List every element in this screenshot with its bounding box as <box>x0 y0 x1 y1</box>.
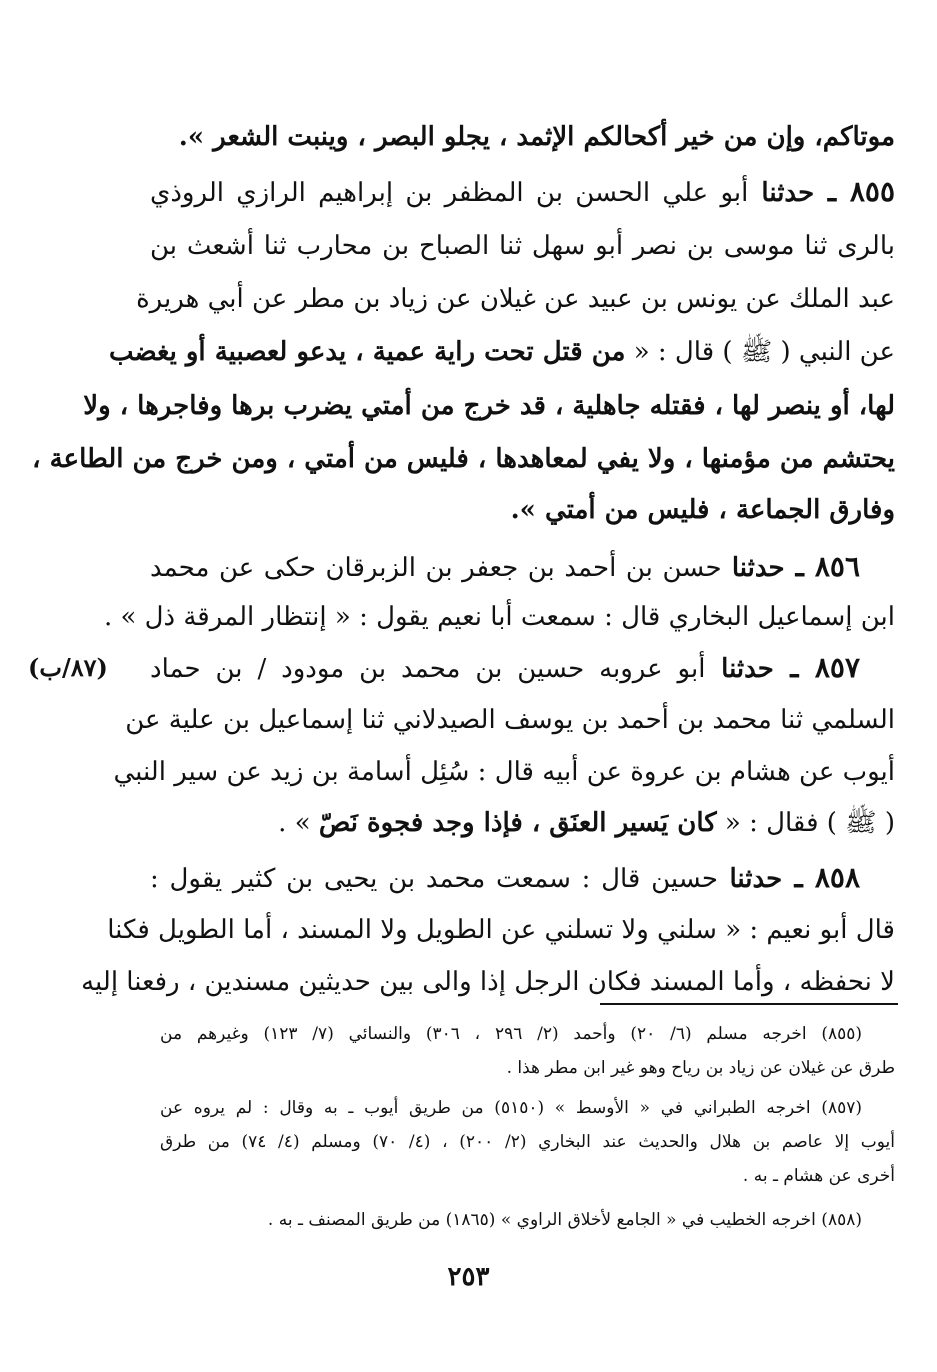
text-segment: يحتشم من مؤمنها ، ولا يفي لمعاهدها ، فليس من أمتي ، ومن خرج من الطاعة ، <box>32 444 895 474</box>
narration-lead: حدثنا <box>705 654 774 684</box>
text-segment: من قتل تحت راية عمية ، يدعو لعصبية أو يغضب <box>108 337 626 367</box>
text-line <box>81 962 895 1002</box>
text-segment: حسين قال : سمعت محمد بن يحيى بن كثير يقول : <box>150 864 718 894</box>
footnote-line: (٨٥٧) اخرجه الطبراني في « الأوسط » (٥١٥٠) من طريق أيوب ـ به وقال : لم يروه عن <box>160 1098 862 1118</box>
text-line <box>125 700 895 740</box>
text-line <box>150 172 895 212</box>
narration-lead: حدثنا <box>748 178 815 208</box>
text-segment: موتاكم، وإن من خير أكحالكم الإثمد ، يجلو البصر ، وينبت الشعر ». <box>178 122 895 152</box>
footnote-line: أخرى عن هشام ـ به . <box>742 1166 895 1186</box>
hadith-number: ٨٥٦ ـ <box>784 550 861 583</box>
text-segment: أبو علي الحسن بن المظفر بن إبراهيم الرازي الروذي <box>150 178 749 208</box>
text-segment: لا نحفظه ، وأما المسند فكان الرجل إذا والى بين حديثين مسندين ، رفعنا إليه <box>81 967 895 997</box>
footnote-line: (٨٥٨) اخرجه الخطيب في « الجامع لأخلاق الراوي » (١٨٦٥) من طريق المصنف ـ به . <box>267 1210 862 1230</box>
footnote-separator <box>600 1003 898 1005</box>
narration-lead: حدثنا <box>717 864 783 894</box>
text-line <box>150 858 860 898</box>
text-line <box>150 226 895 266</box>
text-segment: قال أبو نعيم : « سلني ولا تسلني عن الطويل ولا المسند ، أما الطويل فكنا <box>107 915 895 945</box>
text-line <box>178 117 895 157</box>
text-line <box>83 386 895 426</box>
text-line <box>150 547 860 587</box>
footnote-line: (٨٥٥) اخرجه مسلم (٦/ ٢٠) وأحمد (٢/ ٢٩٦ ، ٣٠٦) والنسائي (٧/ ١٢٣) وغيرهم من <box>160 1024 863 1044</box>
text-segment: كان يَسير العنَق ، فإذا وجد فجوة نَصّ <box>318 808 717 838</box>
text-segment: بالرى ثنا موسى بن نصر أبو سهل ثنا الصباح بن محارب ثنا أشعث بن <box>150 231 895 261</box>
hadith-number: ٨٥٥ ـ <box>814 175 896 208</box>
text-segment: لها، أو ينصر لها ، فقتله جاهلية ، قد خرج من أمتي يضرب برها وفاجرها ، ولا <box>83 391 895 421</box>
text-line <box>113 752 895 792</box>
text-line <box>150 648 860 688</box>
text-line <box>103 597 895 637</box>
text-segment: ابن إسماعيل البخاري قال : سمعت أبا نعيم يقول : « إنتظار المرقة ذل » . <box>103 602 895 632</box>
hadith-number: ٨٥٧ ـ <box>773 651 860 684</box>
text-segment: أيوب عن هشام بن عروة عن أبيه قال : سُئِل أسامة بن زيد عن سير النبي <box>113 757 895 787</box>
text-line <box>510 490 895 530</box>
text-segment: عن النبي ( ﷺ ) قال : « <box>625 337 895 367</box>
page-number: ٢٥٣ <box>447 1262 490 1292</box>
margin-folio-note: (٨٧/ب) <box>28 653 108 682</box>
text-segment: أبو عروبه حسين بن محمد بن مودود / بن حماد <box>150 654 706 684</box>
text-segment: عبد الملك عن يونس بن عبيد عن غيلان عن زياد بن مطر عن أبي هريرة <box>136 284 895 314</box>
footnote-line: طرق عن غيلان عن زياد بن رياح وهو غير ابن مطر هذا . <box>506 1058 895 1078</box>
narration-lead: حدثنا <box>721 553 785 583</box>
text-segment: ( ﷺ ) فقال : « <box>716 808 895 838</box>
text-line <box>107 910 895 950</box>
text-segment: السلمي ثنا محمد بن أحمد بن يوسف الصيدلاني ثنا إسماعيل بن علية عن <box>125 705 895 735</box>
text-segment: » . <box>278 808 319 838</box>
text-segment: حسن بن أحمد بن جعفر بن الزبرقان حكى عن محمد <box>150 553 722 583</box>
text-segment: وفارق الجماعة ، فليس من أمتي ». <box>510 495 895 525</box>
text-line <box>278 803 895 843</box>
text-line <box>108 332 895 372</box>
hadith-number: ٨٥٨ ـ <box>782 861 860 894</box>
text-line <box>136 279 895 319</box>
footnote-line: أيوب إلا عاصم بن هلال والحديث عند البخاري (٢/ ٢٠٠) ، (٤/ ٧٠) ومسلم (٤/ ٧٤) من طرق <box>160 1132 896 1152</box>
text-line <box>32 439 895 479</box>
